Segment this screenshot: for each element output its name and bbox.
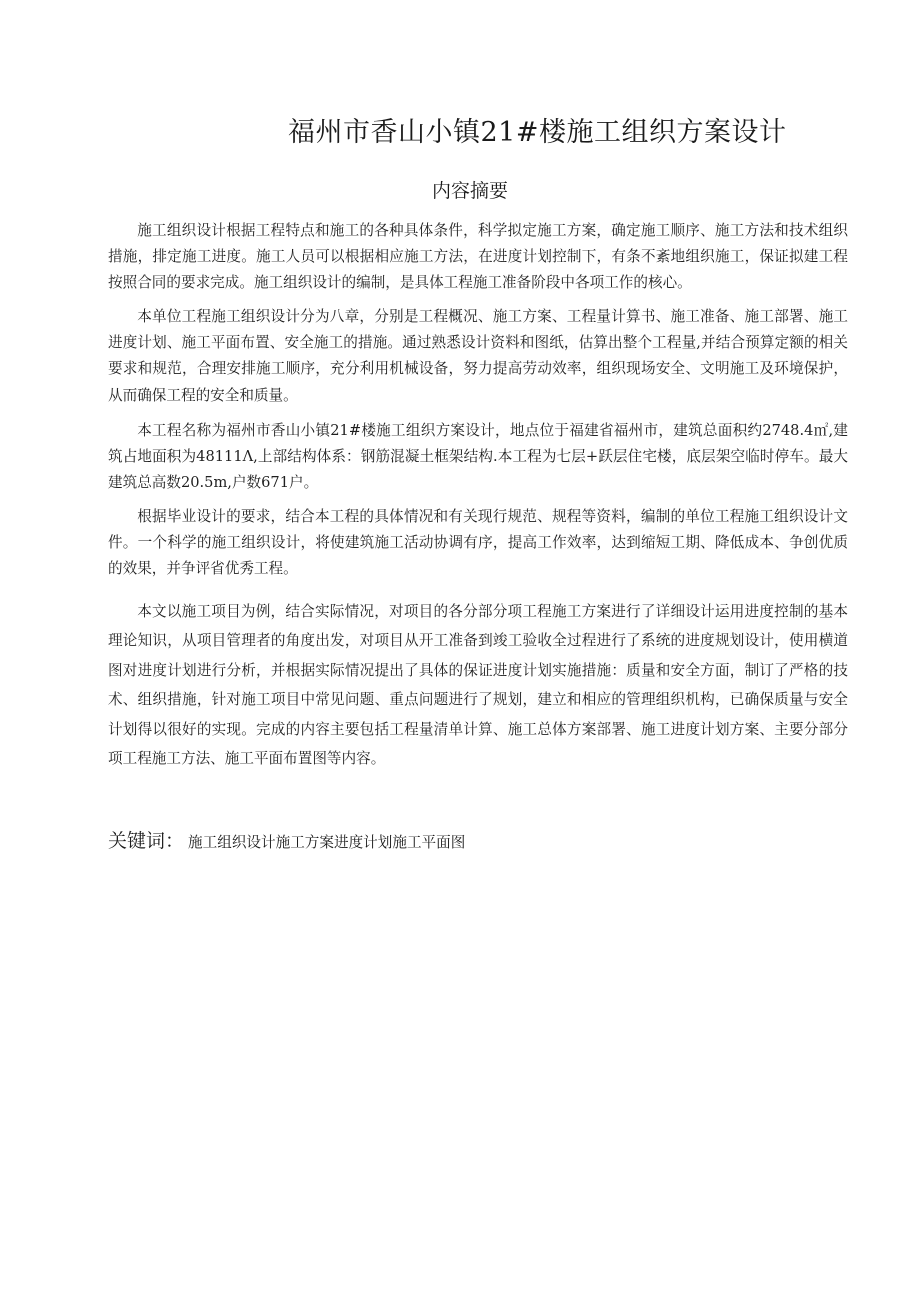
abstract-paragraph-1 [108,218,848,297]
abstract-paragraph-4 [108,504,848,583]
document-title: 福州市香山小镇21#楼施工组织方案设计 [288,117,787,148]
abstract-paragraph-2 [108,304,848,409]
paragraph-text: 根据毕业设计的要求，结合本工程的具体情况和有关现行规范、规程等资料，编制的单位工程施工组织设计文件。一个科学的施工组织设计，将使建筑施工活动协调有序，提高工作效率，达到缩短工期、降低成本、争创优质的效果，并争评省优秀工程。 [108,508,848,578]
keywords-value: 施工组织设计施工方案进度计划施工平面图 [188,834,466,851]
paragraph-text: 本工程名称为福州市香山小镇21#楼施工组织方案设计，地点位于福建省福州市，建筑总面积约2748.4㎡,建筑占地面积为48111Λ,上部结构体系：钢筋混凝土框架结构.本工程为七层+跃层住宅楼，底层架空临时停车。最大建筑总高数20.5m,户数671户。 [108,422,848,492]
keywords-label: 关键词 [108,830,166,852]
abstract-paragraph-3 [108,418,848,497]
paragraph-text: 施工组织设计根据工程特点和施工的各种具体条件，科学拟定施工方案，确定施工顺序、施工方法和技术组织措施，排定施工进度。施工人员可以根据相应施工方法，在进度计划控制下，有条不紊地组织施工，保证拟建工程按照合同的要求完成。施工组织设计的编制，是具体工程施工准备阶段中各项工作的核心。 [108,222,848,292]
paragraph-text: 本文以施工项目为例，结合实际情况，对项目的各分部分项工程施工方案进行了详细设计运用进度控制的基本理论知识，从项目管理者的角度出发，对项目从开工准备到竣工验收全过程进行了系统的进度规划设计，使用横道图对进度计划进行分析，并根据实际情况提出了具体的保证进度计划实施措施：质量和安全方面，制订了严格的技术、组织措施，针对施工项目中常见问题、重点问题进行了规划，建立和相应的管理组织机构，已确保质量与安全计划得以很好的实现。完成的内容主要包括工程量清单计算、施工总体方案部署、施工进度计划方案、主要分部分项工程施工方法、施工平面布置图等内容。 [108,603,848,768]
keywords-line [108,826,465,853]
abstract-heading: 内容摘要 [431,180,508,202]
paragraph-text: 本单位工程施工组织设计分为八章，分别是工程概况、施工方案、工程量计算书、施工准备、施工部署、施工进度计划、施工平面布置、安全施工的措施。通过熟悉设计资料和图纸，估算出整个工程量,并结合预算定额的相关要求和规范，合理安排施工顺序，充分利用机械设备，努力提高劳动效率，组织现场安全、文明施工及环境保护，从而确保工程的安全和质量。 [108,308,848,404]
keywords-colon: ： [165,830,185,852]
abstract-paragraph-5 [108,597,848,773]
